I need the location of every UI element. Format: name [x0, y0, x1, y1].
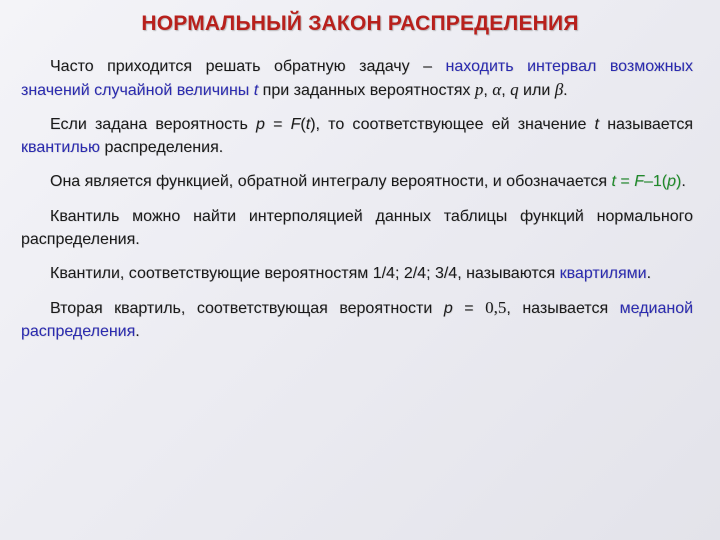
text-run: ): [676, 173, 682, 190]
variable-p: p: [255, 116, 265, 133]
symbol-beta: β: [554, 80, 564, 99]
text-run: называется: [599, 116, 693, 133]
text-run: Она является функцией, обратной интегралу вероятности, и обозначается: [50, 173, 612, 190]
paragraph-quartiles: [21, 262, 693, 285]
variable-p: p: [667, 173, 677, 190]
text-run: .: [135, 323, 140, 340]
text-run: , называется: [506, 300, 620, 317]
variable-t: t: [305, 116, 311, 133]
paragraph-interpolation: [21, 205, 693, 251]
term-quantile: квантилью: [21, 139, 100, 156]
text-run: –1(: [644, 173, 668, 190]
variable-p: p: [443, 300, 453, 317]
slide-body: [21, 55, 693, 354]
text-run: распределения.: [100, 139, 224, 156]
symbol-alpha: α: [492, 80, 502, 99]
text-run: .: [563, 82, 568, 99]
term-median: медианой распределения: [21, 300, 694, 340]
text-run: =: [264, 116, 291, 133]
text-run: Часто приходится решать обратную задачу –: [50, 58, 446, 75]
paragraph-inverse-function: [21, 170, 693, 193]
text-run: =: [615, 173, 635, 190]
variable-t: t: [594, 116, 599, 133]
slide-title: НОРМАЛЬНЫЙ ЗАКОН РАСПРЕДЕЛЕНИЯ: [141, 12, 579, 35]
text-run: .: [646, 265, 652, 282]
text-run: Квантили, соответствующие вероятностям 1/4; 2/4; 3/4, называются: [50, 265, 560, 282]
text-run: =: [452, 300, 486, 317]
highlight-interval: находить интервал возможных значений случайной величины: [21, 58, 693, 99]
variable-p: p: [474, 80, 484, 99]
text-run: Квантиль можно найти интерполяцией данных таблицы функций нормального распределения.: [21, 208, 693, 248]
paragraph-quantile-definition: [21, 113, 693, 159]
value-half: 0,5: [485, 298, 507, 317]
text-run: .: [681, 173, 686, 190]
variable-q: q: [510, 80, 519, 99]
text-run: (: [300, 116, 306, 133]
paragraph-median: [21, 296, 693, 343]
text-run: ), то соответствующее ей значение: [310, 116, 595, 133]
function-F: F: [290, 116, 301, 133]
paragraph-inverse-problem: [21, 55, 693, 102]
text-run: Если задана вероятность: [50, 116, 256, 133]
text-run: Вторая квартиль, соответствующая вероятности: [50, 300, 444, 317]
text-run: ,: [483, 82, 493, 99]
text-run: или: [518, 82, 555, 99]
text-run: ,: [501, 82, 511, 99]
variable-t: t: [253, 82, 259, 99]
function-F: F: [634, 173, 644, 190]
term-quartiles: квартилями: [559, 265, 647, 282]
text-run: при заданных вероятностях: [258, 82, 475, 99]
variable-t: t: [611, 173, 616, 190]
